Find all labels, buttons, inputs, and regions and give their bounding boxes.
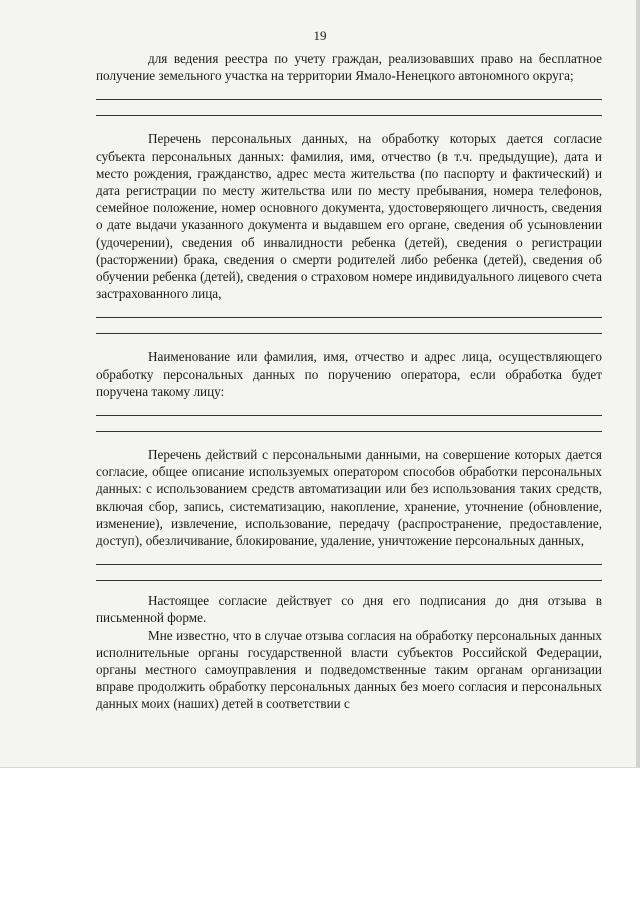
fill-in-line	[96, 565, 602, 581]
fill-in-line	[96, 318, 602, 334]
actions-list-paragraph: Перечень действий с персональными данными, на совершение которых дается согласие, общее описание используемых оператором способов обработки персональных данных: с использованием средств автоматизации или без использования таких средств, включая сбор, запись, систематизацию, накопление, хранение, уточнение (обновление, изменение), извлечение, использование, передачу (распространение, предоставление, доступ), обезличивание, блокирование, удаление, уничтожение персональных данных,	[96, 447, 602, 549]
fill-in-line	[96, 416, 602, 432]
document-body	[96, 50, 602, 713]
validity-paragraph: Настоящее согласие действует со дня его подписания до дня отзыва в письменной форме.	[96, 593, 602, 626]
fill-in-line	[96, 84, 602, 100]
fill-in-line	[96, 400, 602, 416]
registry-purpose-paragraph: для ведения реестра по учету граждан, реализовавших право на бесплатное получение земельного участка на территории Ямало-Ненецкого автономного округа;	[96, 51, 602, 84]
personal-data-list-paragraph: Перечень персональных данных, на обработку которых дается согласие субъекта персональных данных: фамилия, имя, отчество (в т.ч. предыдущие), дата и место рождения, гражданство, адрес места жительства (по паспорту и фактический) и дата регистрации по месту жительства или по месту пребывания, номера телефонов, семейное положение, номер основного документа, удостоверяющего личность, сведения о дате выдачи указанного документа и выдавшем его органе, сведения об усыновлении (удочерении), сведения об инвалидности ребенка (детей), сведения о регистрации (расторжении) брака, сведения о смерти родителей либо ребенка (детей), сведения об обучении ребенка (детей), сведения о страховом номере индивидуального лицевого счета застрахованного лица,	[96, 131, 602, 302]
withdrawal-notice-paragraph: Мне известно, что в случае отзыва согласия на обработку персональных данных исполнительные органы государственной власти субъектов Российской Федерации, органы местного самоуправления и подведомственные таким органам организации вправе продолжить обработку персональных данных без моего согласия и персональных данных моих (наших) детей в соответствии с	[96, 627, 602, 712]
processor-name-paragraph: Наименование или фамилия, имя, отчество и адрес лица, осуществляющего обработку персональных данных по поручению оператора, если обработка будет поручена такому лицу:	[96, 349, 602, 399]
fill-in-line	[96, 549, 602, 565]
page-number: 19	[313, 28, 327, 43]
fill-in-line	[96, 302, 602, 318]
fill-in-line	[96, 100, 602, 116]
